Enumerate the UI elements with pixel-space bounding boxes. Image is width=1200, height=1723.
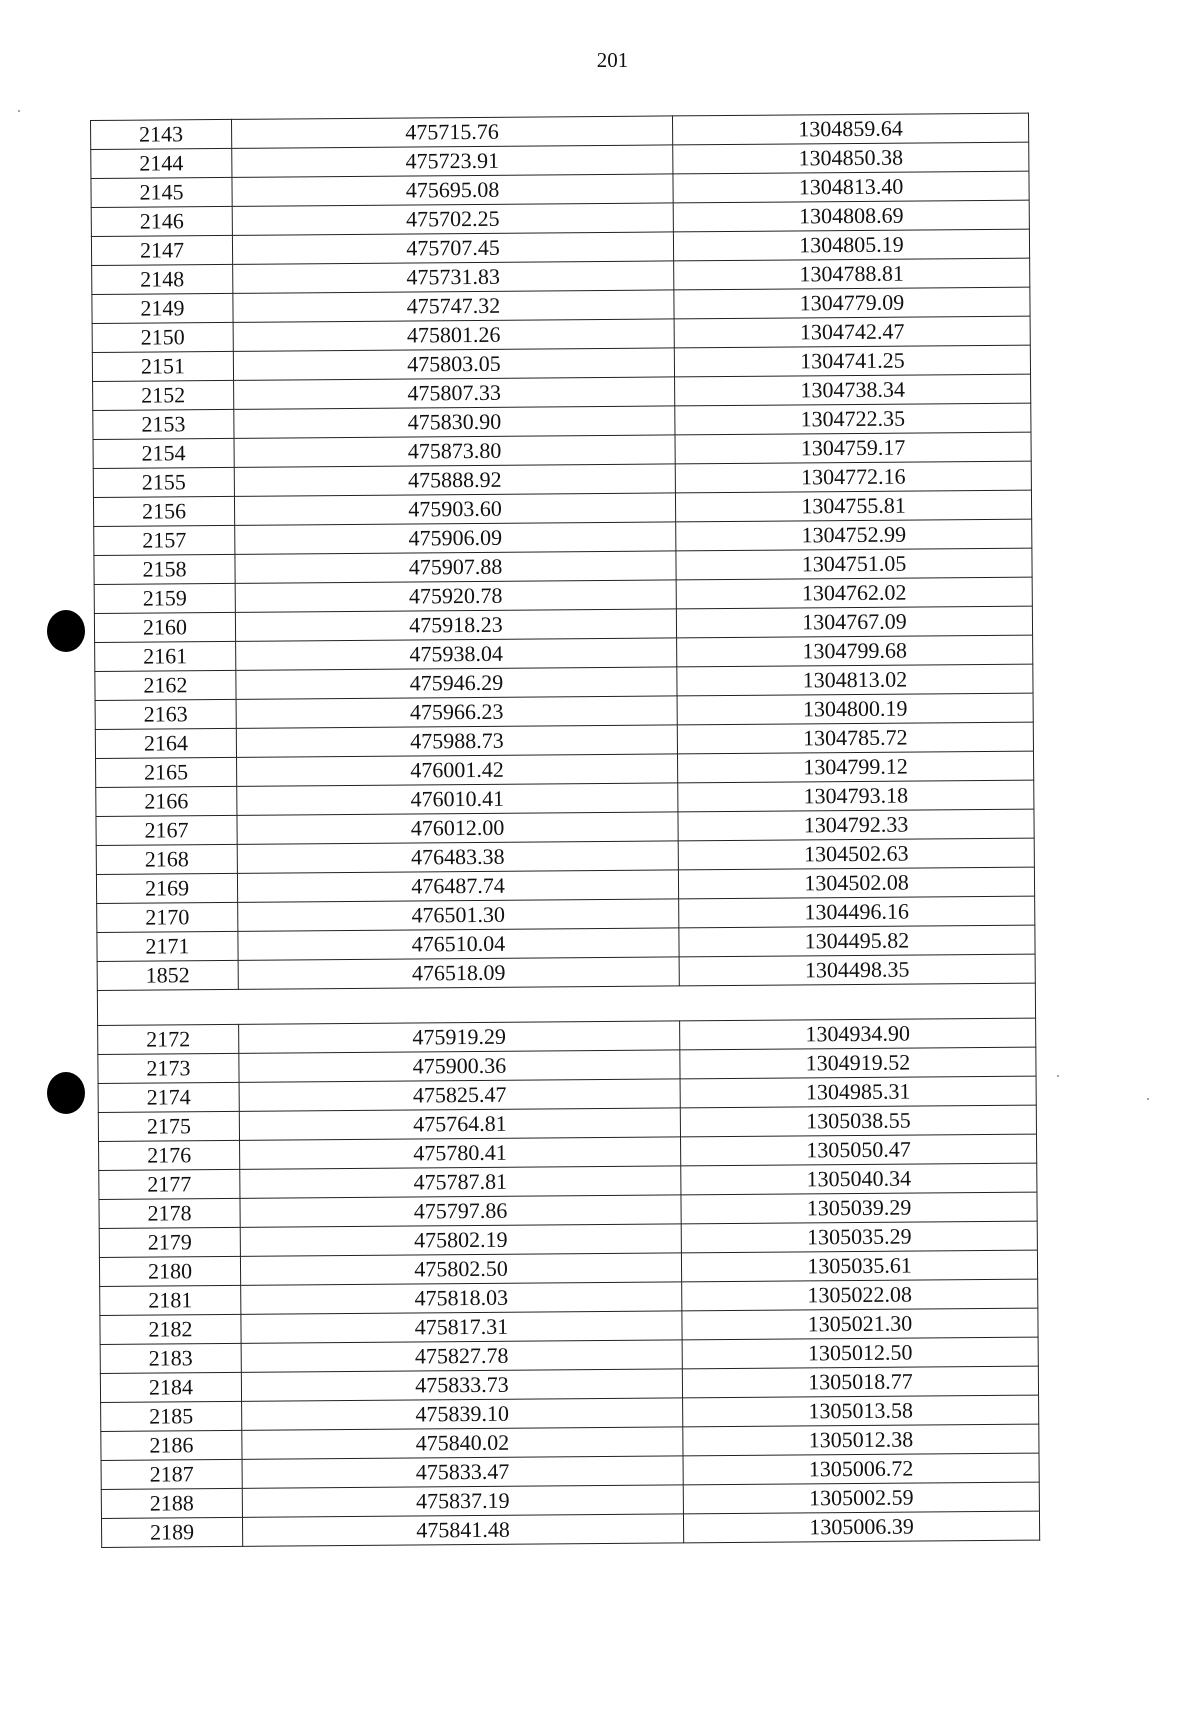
punch-hole-upper (47, 610, 85, 652)
point-id-cell: 2168 (96, 844, 237, 874)
punch-hole-lower (47, 1072, 85, 1114)
point-id-cell: 2157 (94, 525, 235, 555)
northing-cell: 1304762.02 (676, 577, 1032, 609)
northing-cell: 1304742.47 (674, 316, 1030, 348)
easting-cell: 476010.41 (237, 783, 678, 815)
northing-cell: 1305012.50 (682, 1337, 1038, 1369)
northing-cell: 1304985.31 (680, 1076, 1036, 1108)
point-id-cell: 2169 (96, 873, 237, 903)
easting-cell: 475747.32 (233, 290, 674, 322)
point-id-cell: 2173 (98, 1053, 239, 1083)
easting-cell: 475988.73 (236, 725, 677, 757)
easting-cell: 475825.47 (239, 1079, 680, 1111)
easting-cell: 475787.81 (240, 1166, 681, 1198)
point-id-cell: 2187 (101, 1459, 242, 1489)
northing-cell: 1304793.18 (678, 780, 1034, 812)
easting-cell: 475900.36 (239, 1050, 680, 1082)
northing-cell: 1304755.81 (675, 490, 1031, 522)
easting-cell: 475903.60 (234, 493, 675, 525)
northing-cell: 1305050.47 (681, 1134, 1037, 1166)
easting-cell: 475938.04 (236, 638, 677, 670)
easting-cell: 475695.08 (232, 174, 673, 206)
easting-cell: 475803.05 (233, 348, 674, 380)
point-id-cell: 2163 (95, 699, 236, 729)
point-id-cell: 2149 (92, 293, 233, 323)
easting-cell: 475888.92 (234, 464, 675, 496)
point-id-cell: 2178 (99, 1198, 240, 1228)
northing-cell: 1305006.72 (683, 1453, 1039, 1485)
easting-cell: 475830.90 (234, 406, 675, 438)
point-id-cell: 2166 (96, 786, 237, 816)
page-number: 201 (596, 48, 629, 72)
point-id-cell: 2152 (93, 380, 234, 410)
easting-cell: 475818.03 (241, 1282, 682, 1314)
point-id-cell: 2186 (101, 1430, 242, 1460)
point-id-cell: 2148 (92, 264, 233, 294)
northing-cell: 1305013.58 (683, 1395, 1039, 1427)
point-id-cell: 2182 (100, 1314, 241, 1344)
northing-cell: 1304779.09 (674, 287, 1030, 319)
point-id-cell: 2153 (93, 409, 234, 439)
point-id-cell: 2176 (99, 1140, 240, 1170)
scan-speck (1147, 1098, 1149, 1100)
point-id-cell: 2172 (98, 1024, 239, 1054)
scan-speck (18, 110, 20, 112)
point-id-cell: 2165 (96, 757, 237, 787)
northing-cell: 1305021.30 (682, 1308, 1038, 1340)
point-id-cell: 2183 (100, 1343, 241, 1373)
point-id-cell: 2164 (95, 728, 236, 758)
northing-cell: 1304759.17 (675, 432, 1031, 464)
point-id-cell: 2144 (91, 148, 232, 178)
easting-cell: 475801.26 (233, 319, 674, 351)
point-id-cell: 2170 (97, 902, 238, 932)
northing-cell: 1304496.16 (679, 896, 1035, 928)
coordinates-table-body (91, 113, 1040, 1547)
scan-speck (1057, 1075, 1059, 1077)
northing-cell: 1305018.77 (682, 1366, 1038, 1398)
northing-cell: 1304919.52 (680, 1047, 1036, 1079)
easting-cell: 475780.41 (240, 1137, 681, 1169)
easting-cell: 475919.29 (239, 1021, 680, 1053)
northing-cell: 1305040.34 (681, 1163, 1037, 1195)
northing-cell: 1304850.38 (673, 142, 1029, 174)
point-id-cell: 2156 (93, 496, 234, 526)
point-id-cell: 2154 (93, 438, 234, 468)
point-id-cell: 2161 (95, 641, 236, 671)
northing-cell: 1304502.63 (678, 838, 1034, 870)
easting-cell: 475966.23 (236, 696, 677, 728)
easting-cell: 476510.04 (238, 928, 679, 960)
easting-cell: 475797.86 (240, 1195, 681, 1227)
northing-cell: 1305039.29 (681, 1192, 1037, 1224)
point-id-cell: 2180 (99, 1256, 240, 1286)
easting-cell: 475731.83 (233, 261, 674, 293)
northing-cell: 1304792.33 (678, 809, 1034, 841)
point-id-cell: 2177 (99, 1169, 240, 1199)
easting-cell: 475918.23 (235, 609, 676, 641)
northing-cell: 1304800.19 (677, 693, 1033, 725)
easting-cell: 475715.76 (231, 116, 672, 148)
easting-cell: 475802.50 (240, 1253, 681, 1285)
easting-cell: 476001.42 (237, 754, 678, 786)
point-id-cell: 2174 (98, 1082, 239, 1112)
easting-cell: 475841.48 (242, 1514, 683, 1546)
northing-cell: 1304799.12 (677, 751, 1033, 783)
easting-cell: 475764.81 (239, 1108, 680, 1140)
northing-cell: 1304859.64 (672, 113, 1028, 145)
northing-cell: 1304738.34 (675, 374, 1031, 406)
point-id-cell: 2160 (94, 612, 235, 642)
northing-cell: 1305006.39 (683, 1511, 1039, 1543)
northing-cell: 1304752.99 (676, 519, 1032, 551)
point-id-cell: 2179 (99, 1227, 240, 1257)
northing-cell: 1304741.25 (674, 345, 1030, 377)
easting-cell: 475873.80 (234, 435, 675, 467)
northing-cell: 1305022.08 (682, 1279, 1038, 1311)
northing-cell: 1305035.61 (681, 1250, 1037, 1282)
point-id-cell: 2185 (101, 1401, 242, 1431)
northing-cell: 1305012.38 (683, 1424, 1039, 1456)
point-id-cell: 2188 (101, 1488, 242, 1518)
northing-cell: 1304805.19 (673, 229, 1029, 261)
northing-cell: 1304799.68 (677, 635, 1033, 667)
coordinates-table (90, 113, 1040, 1548)
easting-cell: 475807.33 (234, 377, 675, 409)
easting-cell: 475946.29 (236, 667, 677, 699)
northing-cell: 1304772.16 (675, 461, 1031, 493)
easting-cell: 475833.47 (242, 1456, 683, 1488)
point-id-cell: 2159 (94, 583, 235, 613)
easting-cell: 475839.10 (242, 1398, 683, 1430)
northing-cell: 1305035.29 (681, 1221, 1037, 1253)
northing-cell: 1304502.08 (678, 867, 1034, 899)
point-id-cell: 2150 (92, 322, 233, 352)
point-id-cell: 2151 (92, 351, 233, 381)
northing-cell: 1305002.59 (683, 1482, 1039, 1514)
easting-cell: 475802.19 (240, 1224, 681, 1256)
point-id-cell: 2146 (91, 206, 232, 236)
northing-cell: 1304751.05 (676, 548, 1032, 580)
point-id-cell: 2167 (96, 815, 237, 845)
northing-cell: 1304785.72 (677, 722, 1033, 754)
northing-cell: 1304808.69 (673, 200, 1029, 232)
easting-cell: 475920.78 (235, 580, 676, 612)
point-id-cell: 2155 (93, 467, 234, 497)
point-id-cell: 2189 (101, 1517, 242, 1547)
easting-cell: 476483.38 (237, 841, 678, 873)
easting-cell: 475906.09 (235, 522, 676, 554)
easting-cell: 475817.31 (241, 1311, 682, 1343)
point-id-cell: 2158 (94, 554, 235, 584)
easting-cell: 475827.78 (241, 1340, 682, 1372)
easting-cell: 476012.00 (237, 812, 678, 844)
point-id-cell: 1852 (97, 960, 238, 990)
point-id-cell: 2171 (97, 931, 238, 961)
point-id-cell: 2184 (100, 1372, 241, 1402)
easting-cell: 476518.09 (238, 957, 679, 989)
easting-cell: 475837.19 (242, 1485, 683, 1517)
easting-cell: 475702.25 (232, 203, 673, 235)
point-id-cell: 2143 (91, 119, 232, 149)
easting-cell: 476501.30 (238, 899, 679, 931)
point-id-cell: 2145 (91, 177, 232, 207)
point-id-cell: 2175 (98, 1111, 239, 1141)
point-id-cell: 2162 (95, 670, 236, 700)
northing-cell: 1304495.82 (679, 925, 1035, 957)
northing-cell: 1304934.90 (680, 1018, 1036, 1050)
northing-cell: 1304498.35 (679, 954, 1035, 986)
table-row (101, 1511, 1039, 1547)
easting-cell: 476487.74 (237, 870, 678, 902)
northing-cell: 1304788.81 (674, 258, 1030, 290)
point-id-cell: 2181 (100, 1285, 241, 1315)
northing-cell: 1304767.09 (676, 606, 1032, 638)
easting-cell: 475907.88 (235, 551, 676, 583)
point-id-cell: 2147 (91, 235, 232, 265)
easting-cell: 475707.45 (232, 232, 673, 264)
easting-cell: 475833.73 (241, 1369, 682, 1401)
easting-cell: 475840.02 (242, 1427, 683, 1459)
easting-cell: 475723.91 (232, 145, 673, 177)
northing-cell: 1304813.02 (677, 664, 1033, 696)
northing-cell: 1305038.55 (680, 1105, 1036, 1137)
northing-cell: 1304722.35 (675, 403, 1031, 435)
northing-cell: 1304813.40 (673, 171, 1029, 203)
